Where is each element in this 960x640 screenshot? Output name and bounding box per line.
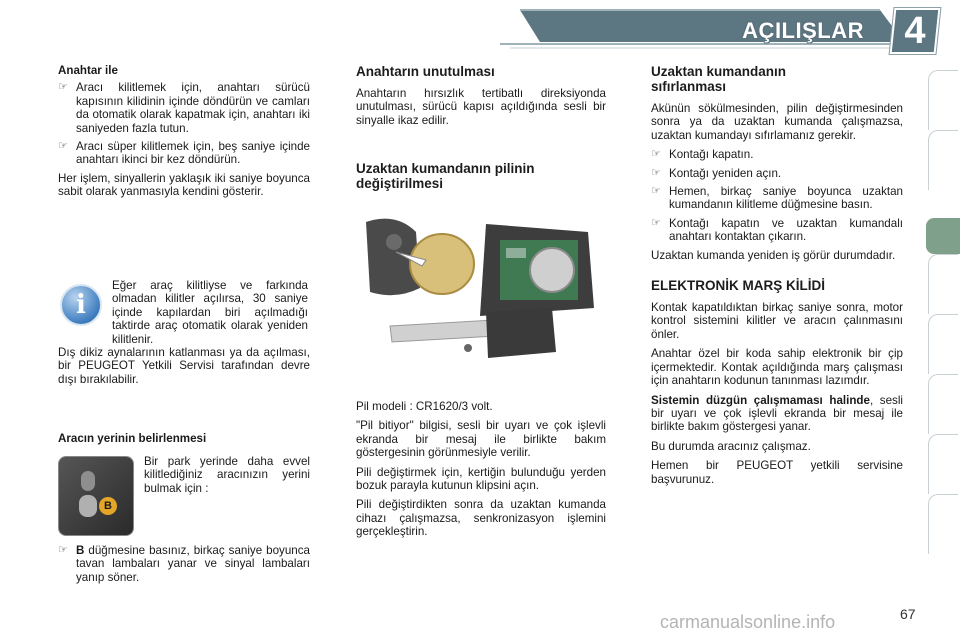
- info-note-bottom: [58, 346, 310, 392]
- key-battery-photo: [356, 212, 606, 380]
- locate-section: [58, 432, 310, 445]
- list-item: [651, 185, 903, 212]
- side-tab[interactable]: [928, 494, 958, 554]
- left-column: [58, 64, 310, 205]
- list-item: [58, 81, 310, 135]
- side-tab-active[interactable]: [926, 218, 960, 254]
- list-item: [58, 544, 310, 584]
- side-tab[interactable]: [928, 434, 958, 494]
- reset-step-2: Kontağı yeniden açın.: [669, 166, 782, 180]
- b-button-ref: B: [76, 544, 85, 557]
- chapter-title: AÇILIŞLAR: [742, 18, 864, 43]
- immob-text-5: Hemen bir PEUGEOT yetkili servisine başvurunuz.: [651, 459, 903, 486]
- pointer-icon: ☞: [651, 185, 661, 198]
- middle-column-bottom: [356, 400, 606, 545]
- battery-text-1: "Pil bitiyor" bilgisi, sesli bir uyarı ve çok işlevli ekranda bir mesaj ile birlikte bakım göstergesinin görünmesiyle verilir.: [356, 419, 606, 460]
- info-icon-glyph: i: [76, 290, 86, 320]
- locate-bullet: [58, 544, 310, 589]
- battery-heading: Uzaktan kumandanın pilinin değiştirilmesi: [356, 161, 535, 192]
- pointer-icon: ☞: [651, 166, 661, 179]
- side-tab[interactable]: [928, 254, 958, 314]
- info-text-2: Dış dikiz aynalarının katlanması ya da açılması, bir PEUGEOT Yetkili Servisi tarafından devre dışı bırakılabilir.: [58, 346, 310, 386]
- locate-heading: Aracın yerinin belirlenmesi: [58, 432, 207, 445]
- reset-step-1: Kontağı kapatın.: [669, 148, 754, 162]
- side-tab[interactable]: [928, 374, 958, 434]
- list-item: [651, 148, 903, 161]
- list-item: [651, 217, 903, 244]
- b-button-label: B: [99, 497, 117, 515]
- middle-column-top: [356, 64, 606, 191]
- right-column: [651, 64, 903, 492]
- locate-text: Bir park yerinde daha evvel kilitlediğiniz aracınızın yerini bulmak için :: [144, 455, 310, 495]
- pointer-icon: ☞: [651, 216, 661, 229]
- pointer-icon: ☞: [58, 544, 68, 556]
- pointer-icon: ☞: [58, 140, 68, 153]
- immob-text-4: Bu durumda aracınız çalışmaz.: [651, 439, 811, 453]
- battery-text-3: Pili değiştirdikten sonra da uzaktan kumanda cihazı çalışmazsa, senkronizasyon işlemini gerçekleştirin.: [356, 498, 606, 539]
- signal-text: Her işlem, sinyallerin yaklaşık iki saniye boyunca sabit olarak yanmasıyla kendini gösterir.: [58, 171, 310, 199]
- chapter-number: 4: [904, 10, 926, 52]
- immobiliser-heading: ELEKTRONİK MARŞ KİLİDİ: [651, 278, 825, 294]
- reset-step-3: Hemen, birkaç saniye boyunca uzaktan kumandanın kilitleme düğmesine basın.: [669, 185, 903, 212]
- key-bullet-1: Aracı kilitlemek için, anahtarı sürücü kapısının kilidinin içinde döndürün ve camları da otomatik olarak kapatmak için, anahtarı iki saniyeden fazla tutun.: [76, 81, 310, 135]
- locate-button-icon: [79, 495, 97, 517]
- watermark: carmanualsonline.info: [660, 612, 836, 632]
- immob-text-3-rest: , sesli bir uyarı ve çok işlevli ekranda bir mesaj ile birlikte bakım göstergesi yanar.: [651, 393, 903, 434]
- immob-text-3: [651, 394, 903, 434]
- locate-intro: [144, 455, 310, 501]
- battery-text-2: Pili değiştirmek için, kertiğin bulunduğu yerden bozuk parayla kutunun klipsini açın.: [356, 465, 606, 493]
- locate-bullet-rest: düğmesine basınız, birkaç saniye boyunca tavan lambaları yanar ve sinyal lambaları yanıp söner.: [76, 544, 310, 584]
- page-number: 67: [900, 606, 916, 622]
- forget-text: Anahtarın hırsızlık tertibatlı direksiyonda unutulması, sürücü kapısı açıldığında sesli bir sinyalle ikaz edilir.: [356, 87, 606, 127]
- reset-outro: Uzaktan kumanda yeniden iş görür durumdadır.: [651, 248, 896, 262]
- chapter-side-tabs: [928, 70, 960, 580]
- lock-button-icon: [81, 471, 95, 491]
- info-text-1: Eğer araç kilitliyse ve farkında olmadan kilitler açılırsa, 30 saniye içinde kapılardan biri açılmadığı taktirde araç otomatik olarak yeniden kilitlenir.: [112, 279, 308, 346]
- reset-step-4: Kontağı kapatın ve uzaktan kumandalı anahtarı kontaktan çıkarın.: [669, 216, 903, 244]
- immob-text-1: Kontak kapatıldıktan birkaç saniye sonra, motor kontrol sistemini kilitler ve aracın çalınmasını önler.: [651, 301, 903, 341]
- immob-text-3-bold: Sistemin düzgün çalışmaması halinde: [651, 393, 870, 407]
- side-tab[interactable]: [928, 130, 958, 190]
- key-heading: Anahtar ile: [58, 64, 118, 77]
- side-tab[interactable]: [928, 70, 958, 130]
- list-item: [651, 167, 903, 180]
- locate-bullet-text: [76, 544, 310, 584]
- pointer-icon: ☞: [651, 148, 661, 161]
- pointer-icon: ☞: [58, 81, 68, 94]
- battery-model: Pil modeli : CR1620/3 volt.: [356, 400, 493, 413]
- immob-text-2: Anahtar özel bir koda sahip elektronik bir çip içermektedir. Kontak açıldığında marş çalışması için anahtarın kodunun tanınması lazımdır.: [651, 347, 903, 388]
- reset-intro: Akünün sökülmesinden, pilin değiştirmesinden sonra ya da uzaktan kumanda çalışmazsa, uzaktan kumandayı sıfırlamanız gerekir.: [651, 102, 903, 142]
- info-icon: [60, 284, 102, 326]
- key-bullet-2: Aracı süper kilitlemek için, beş saniye içinde anahtarı ikinci bir kez döndürün.: [76, 140, 310, 167]
- side-tab[interactable]: [928, 314, 958, 374]
- reset-heading: Uzaktan kumandanın sıfırlanması: [651, 64, 787, 94]
- info-note-top: [112, 279, 308, 348]
- key-fob-image: [58, 456, 134, 536]
- list-item: [58, 140, 310, 167]
- forget-heading: Anahtarın unutulması: [356, 64, 495, 79]
